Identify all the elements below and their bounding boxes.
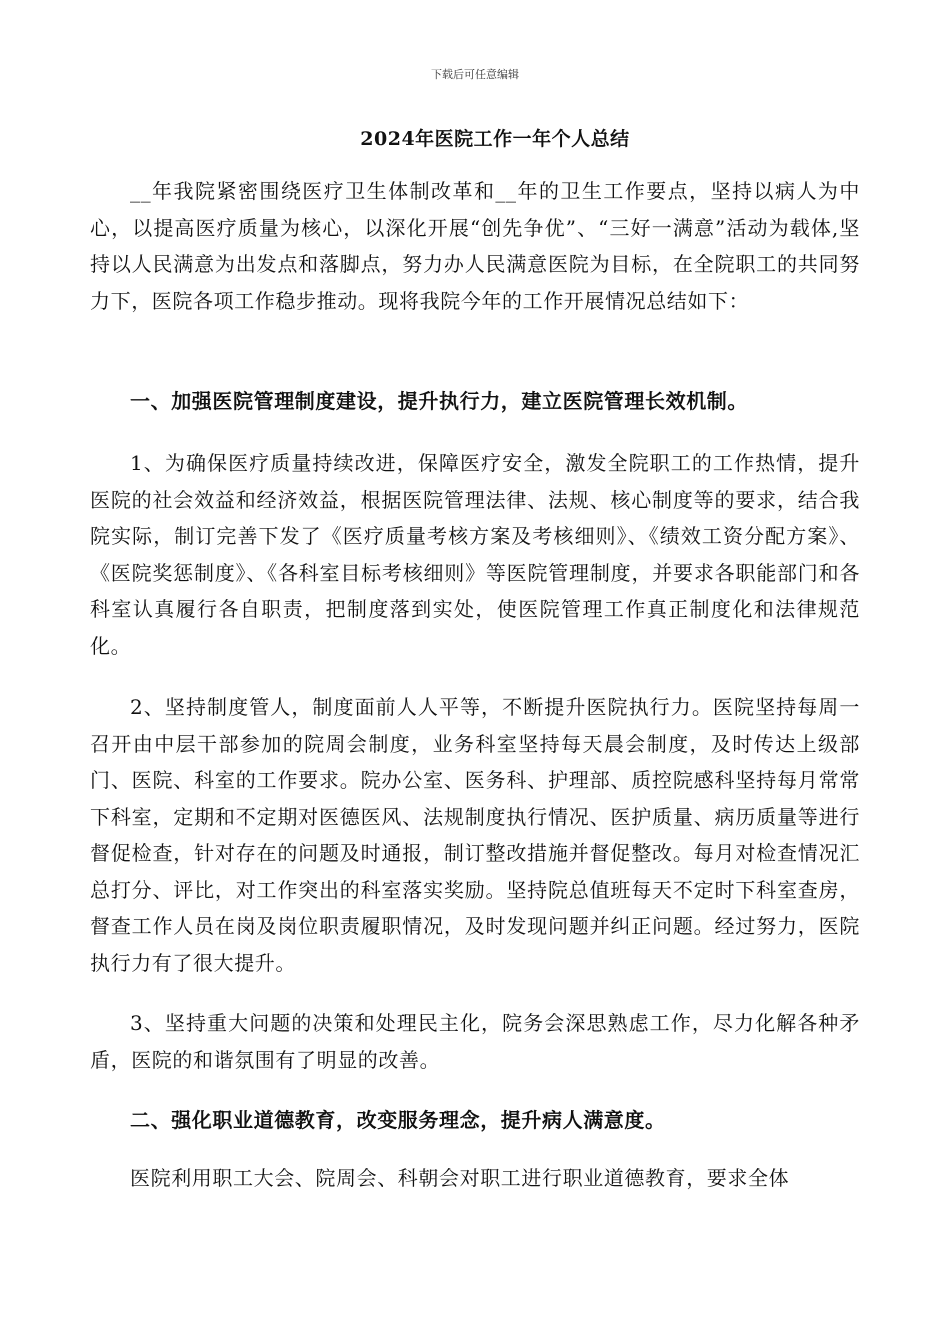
intro-paragraph: __年我院紧密围绕医疗卫生体制改革和__年的卫生工作要点，坚持以病人为中心，以提高医疗质量为核心，以深化开展“创先争优”、“三好一满意”活动为载体,坚持以人民满意为出发点和落脚点，努力办人民满意医院为目标，在全院职工的共同努力下，医院各项工作稳步推动。现将我院今年的工作开展情况总结如下：: [90, 179, 860, 313]
paragraph-2: 2、坚持制度管人，制度面前人人平等，不断提升医院执行力。医院坚持每周一召开由中层干部参加的院周会制度，业务科室坚持每天晨会制度，及时传达上级部门、医院、科室的工作要求。院办公室、医务科、护理部、质控院感科坚持每月常常下科室，定期和不定期对医德医风、法规制度执行情况、医护质量、病历质量等进行督促检查，针对存在的问题及时通报，制订整改措施并督促整改。每月对检查情况汇总打分、评比，对工作突出的科室落实奖励。坚持院总值班每天不定时下科室查房，督查工作人员在岗及岗位职责履职情况，及时发现问题并纠正问题。经过努力，医院执行力有了很大提升。: [90, 695, 860, 975]
header-note: 下载后可任意编辑: [431, 68, 519, 81]
section-2-heading: 二、强化职业道德教育，改变服务理念，提升病人满意度。: [130, 1108, 666, 1132]
section-1-heading: 一、加强医院管理制度建设，提升执行力，建立医院管理长效机制。: [130, 389, 748, 413]
paragraph-1: 1、为确保医疗质量持续改进，保障医疗安全，激发全院职工的工作热情，提升医院的社会效益和经济效益，根据医院管理法律、法规、核心制度等的要求，结合我院实际，制订完善下发了《医疗质量考核方案及考核细则》、《绩效工资分配方案》、《医院奖惩制度》、《各科室目标考核细则》等医院管理制度，并要求各职能部门和各科室认真履行各自职责，把制度落到实处，使医院管理工作真正制度化和法律规范化。: [90, 451, 860, 658]
document-title: 2024年医院工作一年个人总结: [360, 128, 630, 150]
paragraph-3: 3、坚持重大问题的决策和处理民主化，院务会深思熟虑工作，尽力化解各种矛盾，医院的和谐氛围有了明显的改善。: [90, 1011, 860, 1072]
paragraph-4: 医院利用职工大会、院周会、科朝会对职工进行职业道德教育，要求全体: [130, 1166, 790, 1190]
